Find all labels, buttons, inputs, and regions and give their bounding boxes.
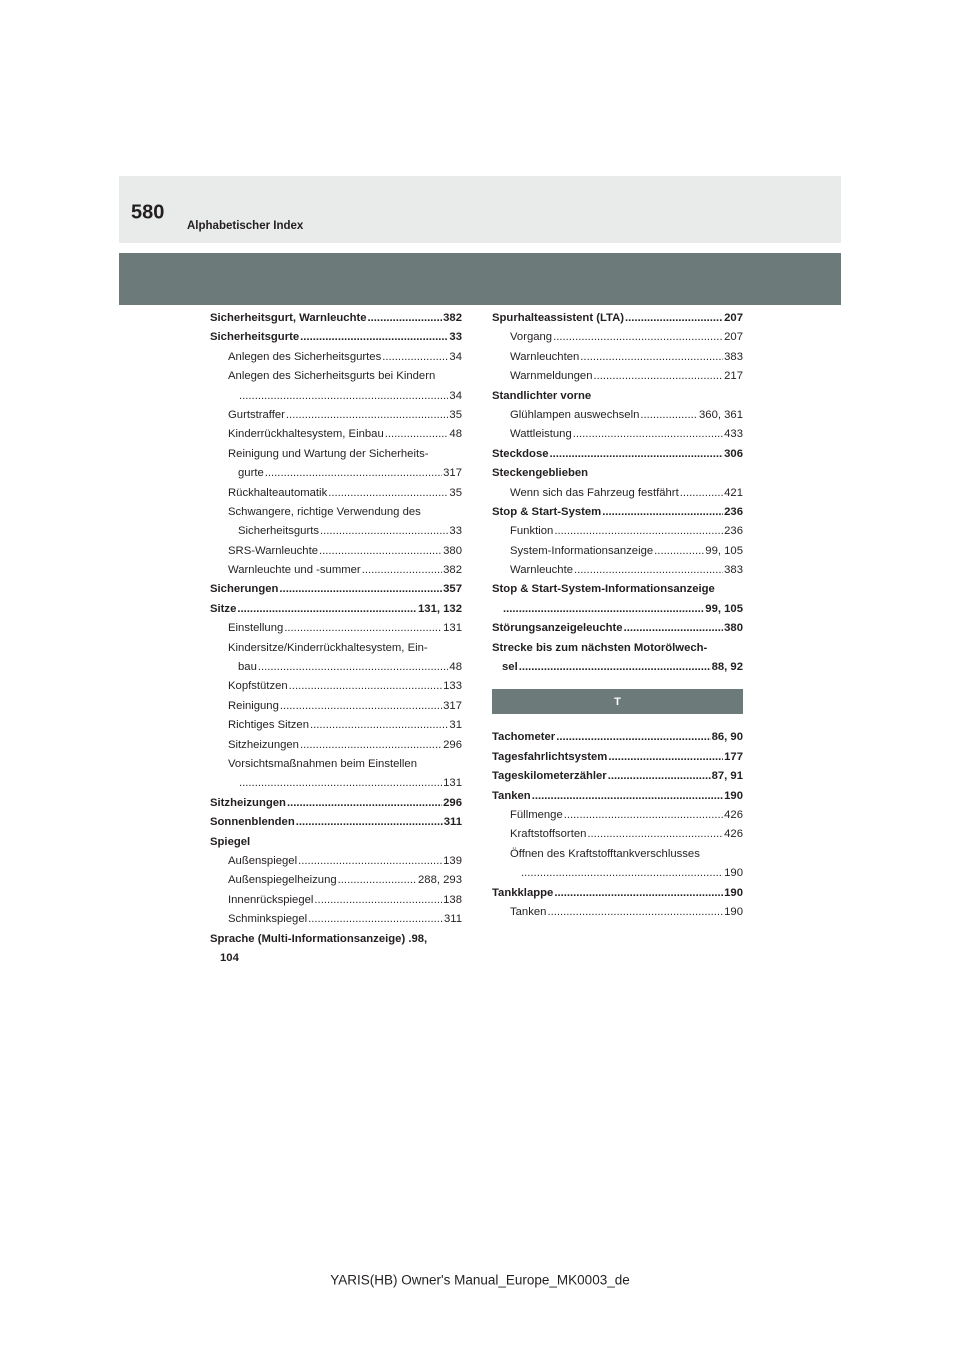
index-entry-text: Warnleuchte	[510, 564, 573, 577]
index-entry-page: 131	[443, 622, 462, 635]
dot-leader	[286, 406, 449, 425]
index-entry-text: Innenrückspiegel	[228, 893, 314, 906]
index-entry	[210, 348, 462, 367]
index-entry	[210, 406, 462, 425]
index-entry	[210, 930, 462, 949]
dot-leader	[654, 542, 704, 561]
section-title: Alphabetischer Index	[187, 220, 304, 232]
index-entry-page: 34	[449, 389, 462, 402]
index-entry-text: Reinigung und Wartung der Sicherheits-	[228, 447, 429, 460]
index-entry-page: 131, 132	[418, 602, 462, 615]
index-entry-text: Stop & Start-System	[492, 505, 602, 518]
index-entry	[492, 309, 743, 328]
index-entry	[492, 348, 743, 367]
index-group-s-continued	[492, 309, 743, 677]
index-entry-text: Sprache (Multi-Informationsanzeige) .98,	[210, 932, 428, 945]
index-entry-page: 207	[724, 331, 743, 344]
index-entry-text: Warnleuchten	[510, 350, 580, 363]
index-entry-page: 380	[724, 622, 743, 635]
index-entry	[492, 328, 743, 347]
footer-manual-id: YARIS(HB) Owner's Manual_Europe_MK0003_de	[330, 1272, 630, 1288]
dot-leader	[265, 464, 442, 483]
index-entry	[492, 542, 743, 561]
index-entry	[210, 716, 462, 735]
index-entry-text: Kinderrückhaltesystem, Einbau	[228, 428, 384, 441]
dot-leader	[547, 903, 723, 922]
index-entry	[492, 484, 743, 503]
index-entry-page: 357	[443, 583, 462, 596]
dot-leader	[574, 561, 723, 580]
index-entry-page: 99, 105	[705, 602, 743, 615]
index-entry-page: 382	[443, 312, 462, 324]
dot-leader	[608, 748, 723, 767]
index-entry	[210, 949, 462, 968]
index-entry	[492, 425, 743, 444]
index-entry-text: Kraftstoffsorten	[510, 828, 587, 841]
index-entry-page: 133	[443, 680, 462, 693]
index-entry-text: Vorsichtsmaßnahmen beim Einstellen	[228, 757, 417, 770]
index-entry-text: Kindersitze/Kinderrückhaltesystem, Ein-	[228, 641, 428, 654]
index-entry-page: 131	[443, 777, 462, 790]
dot-leader	[280, 697, 442, 716]
index-entry	[492, 728, 743, 747]
index-entry-page: 48	[449, 428, 462, 441]
index-entry-text: Sicherheitsgurts	[238, 525, 319, 538]
index-entry-text: Tanken	[510, 905, 547, 918]
dot-leader	[328, 484, 448, 503]
index-entry-page: 288, 293	[418, 874, 462, 887]
index-entry	[492, 806, 743, 825]
index-entry-page: 138	[443, 893, 462, 906]
index-entry	[492, 825, 743, 844]
index-entry-text: Einstellung	[228, 622, 284, 635]
header-bar	[119, 253, 841, 305]
dot-leader	[338, 871, 417, 890]
index-entry	[210, 561, 462, 580]
index-entry-page: 35	[449, 486, 462, 499]
dot-leader	[284, 619, 442, 638]
dot-leader	[521, 864, 723, 883]
index-entry-text: Stop & Start-System-Informationsanzeige	[492, 583, 715, 596]
dot-leader	[573, 425, 723, 444]
index-column-left	[210, 309, 462, 968]
index-entry-page: 380	[443, 544, 462, 557]
index-group-t	[492, 728, 743, 922]
dot-leader	[580, 348, 723, 367]
index-entry-text: Schminkspiegel	[228, 913, 308, 926]
dot-leader	[368, 309, 443, 328]
dot-leader	[608, 767, 711, 786]
index-entry	[492, 619, 743, 638]
index-entry-page: 306	[724, 447, 743, 460]
index-entry-page: 317	[443, 699, 462, 712]
index-entry	[492, 639, 743, 658]
index-entry-page: 360, 361	[699, 408, 743, 421]
index-entry-text: Schwangere, richtige Verwendung des	[228, 505, 421, 518]
index-entry	[210, 697, 462, 716]
index-entry	[210, 425, 462, 444]
dot-leader	[550, 445, 724, 464]
index-entry	[492, 658, 743, 677]
index-entry-text: Wenn sich das Fahrzeug festfährt	[510, 486, 679, 499]
index-entry-page: 426	[724, 808, 743, 821]
dot-leader	[593, 367, 723, 386]
dot-leader	[362, 561, 442, 580]
index-entry-page: 190	[724, 886, 743, 899]
index-entry-text: Rückhalteautomatik	[228, 486, 328, 499]
index-entry	[210, 813, 462, 832]
index-entry	[210, 891, 462, 910]
dot-leader	[532, 787, 723, 806]
index-entry-text: Tachometer	[492, 731, 556, 744]
dot-leader	[289, 677, 442, 696]
index-entry	[210, 852, 462, 871]
index-entry-page: 317	[443, 467, 462, 480]
index-entry	[210, 600, 462, 619]
index-entry-page: 86, 90	[711, 731, 743, 744]
index-entry-text: Sitze	[210, 602, 237, 615]
dot-leader	[519, 658, 711, 677]
index-entry-text: Sicherheitsgurt, Warnleuchte	[210, 312, 367, 324]
index-entry-text: Vorgang	[510, 331, 553, 344]
index-entry-text: Funktion	[510, 525, 554, 538]
index-entry	[492, 580, 743, 599]
dot-leader	[602, 503, 723, 522]
index-entry-text: bau	[238, 661, 257, 674]
dot-leader	[308, 910, 443, 929]
index-entry-page: 311	[443, 913, 462, 926]
dot-leader	[258, 658, 449, 677]
index-column-right	[492, 309, 743, 922]
index-entry-page: 48	[449, 661, 462, 674]
index-entry	[210, 542, 462, 561]
index-entry	[210, 445, 462, 464]
index-entry-page: 207	[724, 312, 743, 324]
dot-leader	[382, 348, 448, 367]
dot-leader	[680, 484, 723, 503]
index-entry	[492, 864, 743, 883]
index-entry-text: Sonnenblenden	[210, 816, 295, 829]
index-entry-text: Spurhalteassistent (LTA)	[492, 312, 625, 324]
index-entry-page: 296	[443, 796, 462, 809]
index-entry	[492, 787, 743, 806]
section-letter-t: T	[492, 689, 743, 714]
dot-leader	[319, 542, 442, 561]
index-entry	[210, 774, 462, 793]
index-entry	[492, 503, 743, 522]
index-entry-text: Spiegel	[210, 835, 251, 848]
index-entry	[492, 748, 743, 767]
index-entry-text: Öffnen des Kraftstofftankverschlusses	[510, 847, 700, 860]
index-entry-page: 190	[724, 905, 743, 918]
index-entry-text: Störungsanzeigeleuchte	[492, 622, 623, 635]
index-entry-page: 190	[724, 789, 743, 802]
index-entry-page: 33	[449, 331, 462, 344]
index-entry-text: Anlegen des Sicherheitsgurtes	[228, 350, 382, 363]
dot-leader	[300, 328, 448, 347]
index-entry-text: Richtiges Sitzen	[228, 719, 309, 732]
dot-leader	[554, 522, 723, 541]
index-entry-page: 236	[724, 505, 743, 518]
index-entry-page: 139	[443, 854, 462, 867]
index-entry	[210, 503, 462, 522]
index-entry-text: gurte	[238, 467, 264, 480]
index-entry-text: sel	[502, 661, 518, 674]
index-entry	[210, 580, 462, 599]
index-entry	[210, 910, 462, 929]
index-entry	[210, 367, 462, 386]
dot-leader	[320, 522, 448, 541]
index-entry-text: Wattleistung	[510, 428, 572, 441]
index-entry	[210, 658, 462, 677]
index-entry	[492, 387, 743, 406]
dot-leader	[279, 580, 442, 599]
index-entry	[210, 794, 462, 813]
dot-leader	[314, 891, 442, 910]
dot-leader	[556, 728, 710, 747]
index-entry-text: SRS-Warnleuchte	[228, 544, 318, 557]
dot-leader	[553, 328, 723, 347]
index-entry-page: 433	[724, 428, 743, 441]
index-entry	[492, 367, 743, 386]
index-entry-page: 311	[443, 816, 462, 829]
index-entry	[210, 639, 462, 658]
index-entry-page: 31	[449, 719, 462, 732]
dot-leader	[503, 600, 704, 619]
index-entry	[210, 387, 462, 406]
index-entry-text: Tagesfahrlichtsystem	[492, 750, 608, 763]
index-entry	[492, 884, 743, 903]
index-entry-page: 190	[724, 867, 743, 880]
index-entry	[492, 406, 743, 425]
index-entry-text: System-Informationsanzeige	[510, 544, 654, 557]
index-entry	[210, 677, 462, 696]
index-entry-page: 87, 91	[711, 770, 743, 783]
dot-leader	[554, 884, 723, 903]
index-entry-text: Steckdose	[492, 447, 549, 460]
index-entry-page: 421	[724, 486, 743, 499]
index-entry-page: 177	[724, 750, 743, 763]
page-number: 580	[131, 201, 165, 224]
index-entry	[210, 522, 462, 541]
index-entry-text: Steckengeblieben	[492, 467, 589, 480]
dot-leader	[310, 716, 448, 735]
index-entry-page: 99, 105	[705, 544, 743, 557]
index-entry	[492, 845, 743, 864]
index-entry-text: Strecke bis zum nächsten Motorölwech-	[492, 641, 708, 654]
index-entry-page: 217	[724, 370, 743, 383]
index-entry-page: 382	[443, 564, 462, 577]
index-entry	[492, 445, 743, 464]
index-entry	[492, 600, 743, 619]
index-entry-text: Warnleuchte und -summer	[228, 564, 361, 577]
dot-leader	[296, 813, 443, 832]
index-entry	[210, 484, 462, 503]
index-entry-text: Tankklappe	[492, 886, 554, 899]
dot-leader	[239, 387, 448, 406]
dot-leader	[624, 619, 724, 638]
index-entry-page: 35	[449, 408, 462, 421]
index-entry-page: 33	[449, 525, 462, 538]
index-entry	[492, 464, 743, 483]
index-entry-text: Warnmeldungen	[510, 370, 593, 383]
dot-leader	[298, 852, 442, 871]
dot-leader	[587, 825, 723, 844]
index-entry	[492, 903, 743, 922]
index-entry	[210, 619, 462, 638]
index-entry-text: Glühlampen auswechseln	[510, 408, 640, 421]
dot-leader	[564, 806, 723, 825]
index-entry	[210, 736, 462, 755]
index-entry-page: 236	[724, 525, 743, 538]
index-entry-text: Außenspiegel	[228, 854, 298, 867]
index-entry-text: Tanken	[492, 789, 531, 802]
index-entry-text: Außenspiegelheizung	[228, 874, 337, 887]
dot-leader	[237, 600, 417, 619]
index-entry-text: Anlegen des Sicherheitsgurts bei Kindern	[228, 370, 436, 383]
index-entry-text: Füllmenge	[510, 808, 563, 821]
index-entry	[492, 767, 743, 786]
index-entry	[210, 833, 462, 852]
index-entry	[210, 309, 462, 328]
index-entry-page: 426	[724, 828, 743, 841]
index-entry-text: Standlichter vorne	[492, 389, 592, 402]
index-entry-text: Kopfstützen	[228, 680, 288, 693]
index-entry-text: Reinigung	[228, 699, 279, 712]
index-entry-page: 88, 92	[711, 661, 743, 674]
index-entry-page: 34	[449, 350, 462, 363]
index-entry-text: Gurtstraffer	[228, 408, 285, 421]
index-entry	[210, 328, 462, 347]
header-band	[119, 176, 841, 243]
index-entry-text: Tageskilometerzähler	[492, 770, 607, 783]
dot-leader	[239, 774, 442, 793]
index-entry-text: 104	[220, 951, 239, 964]
index-entry-text: Sitzheizungen	[210, 796, 286, 809]
index-entry-text: Sitzheizungen	[228, 738, 299, 751]
index-entry-page: 296	[443, 738, 462, 751]
dot-leader	[385, 425, 449, 444]
index-entry-text: Sicherheitsgurte	[210, 331, 300, 344]
dot-leader	[300, 736, 442, 755]
index-entry	[210, 464, 462, 483]
index-entry-text: Sicherungen	[210, 583, 279, 596]
index-entry-page: 383	[724, 350, 743, 363]
dot-leader	[287, 794, 442, 813]
dot-leader	[640, 406, 698, 425]
index-entry	[492, 561, 743, 580]
index-entry	[210, 871, 462, 890]
index-entry-page: 383	[724, 564, 743, 577]
index-entry	[210, 755, 462, 774]
index-entry	[492, 522, 743, 541]
dot-leader	[625, 309, 723, 328]
